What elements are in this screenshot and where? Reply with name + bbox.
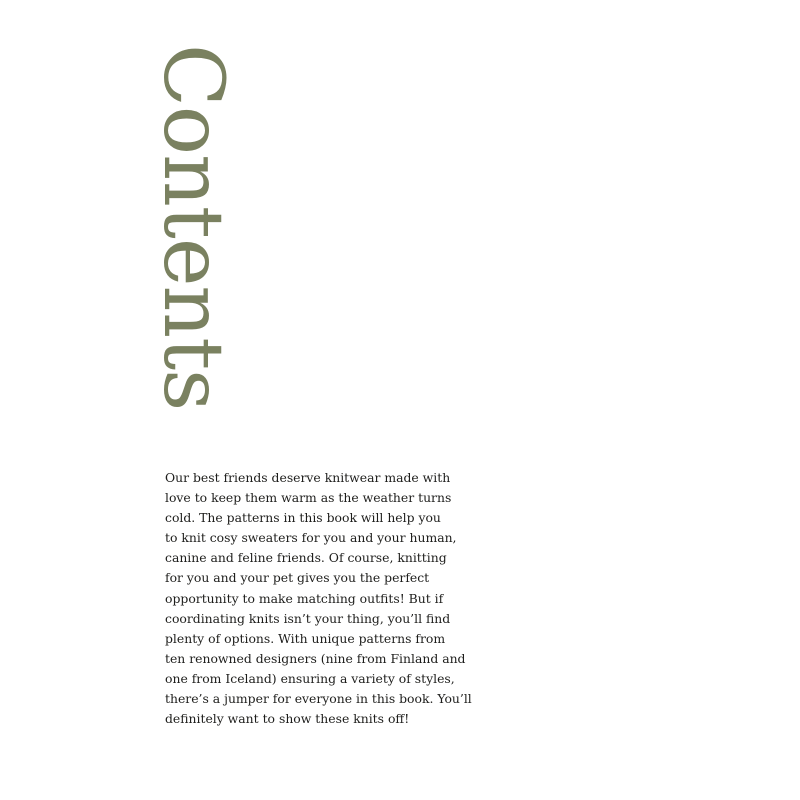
intro-line: Our best friends deserve knitwear made with — [165, 470, 451, 485]
intro-line: canine and feline friends. Of course, knitting — [165, 550, 447, 566]
intro-line: there’s a jumper for everyone in this book. You’ll — [165, 691, 472, 707]
page-title: Contents — [145, 44, 240, 411]
intro-line: coordinating knits isn’t your thing, you’ll find — [165, 610, 451, 626]
intro-line: for you and your pet gives you the perfect — [165, 570, 430, 586]
intro-line: to knit cosy sweaters for you and your human, — [165, 530, 457, 546]
intro-line: cold. The patterns in this book will help you — [165, 510, 441, 526]
intro-line: plenty of options. With unique patterns from — [165, 630, 446, 646]
intro-line: opportunity to make matching outfits! But if — [165, 590, 444, 606]
intro-line: definitely want to show these knits off! — [165, 711, 410, 727]
intro-line: ten renowned designers (nine from Finland and — [165, 650, 466, 666]
intro-line: love to keep them warm as the weather turns — [165, 490, 452, 506]
title-container — [145, 44, 240, 444]
intro-paragraph — [165, 468, 525, 729]
intro-line: one from Iceland) ensuring a variety of styles, — [165, 670, 455, 686]
